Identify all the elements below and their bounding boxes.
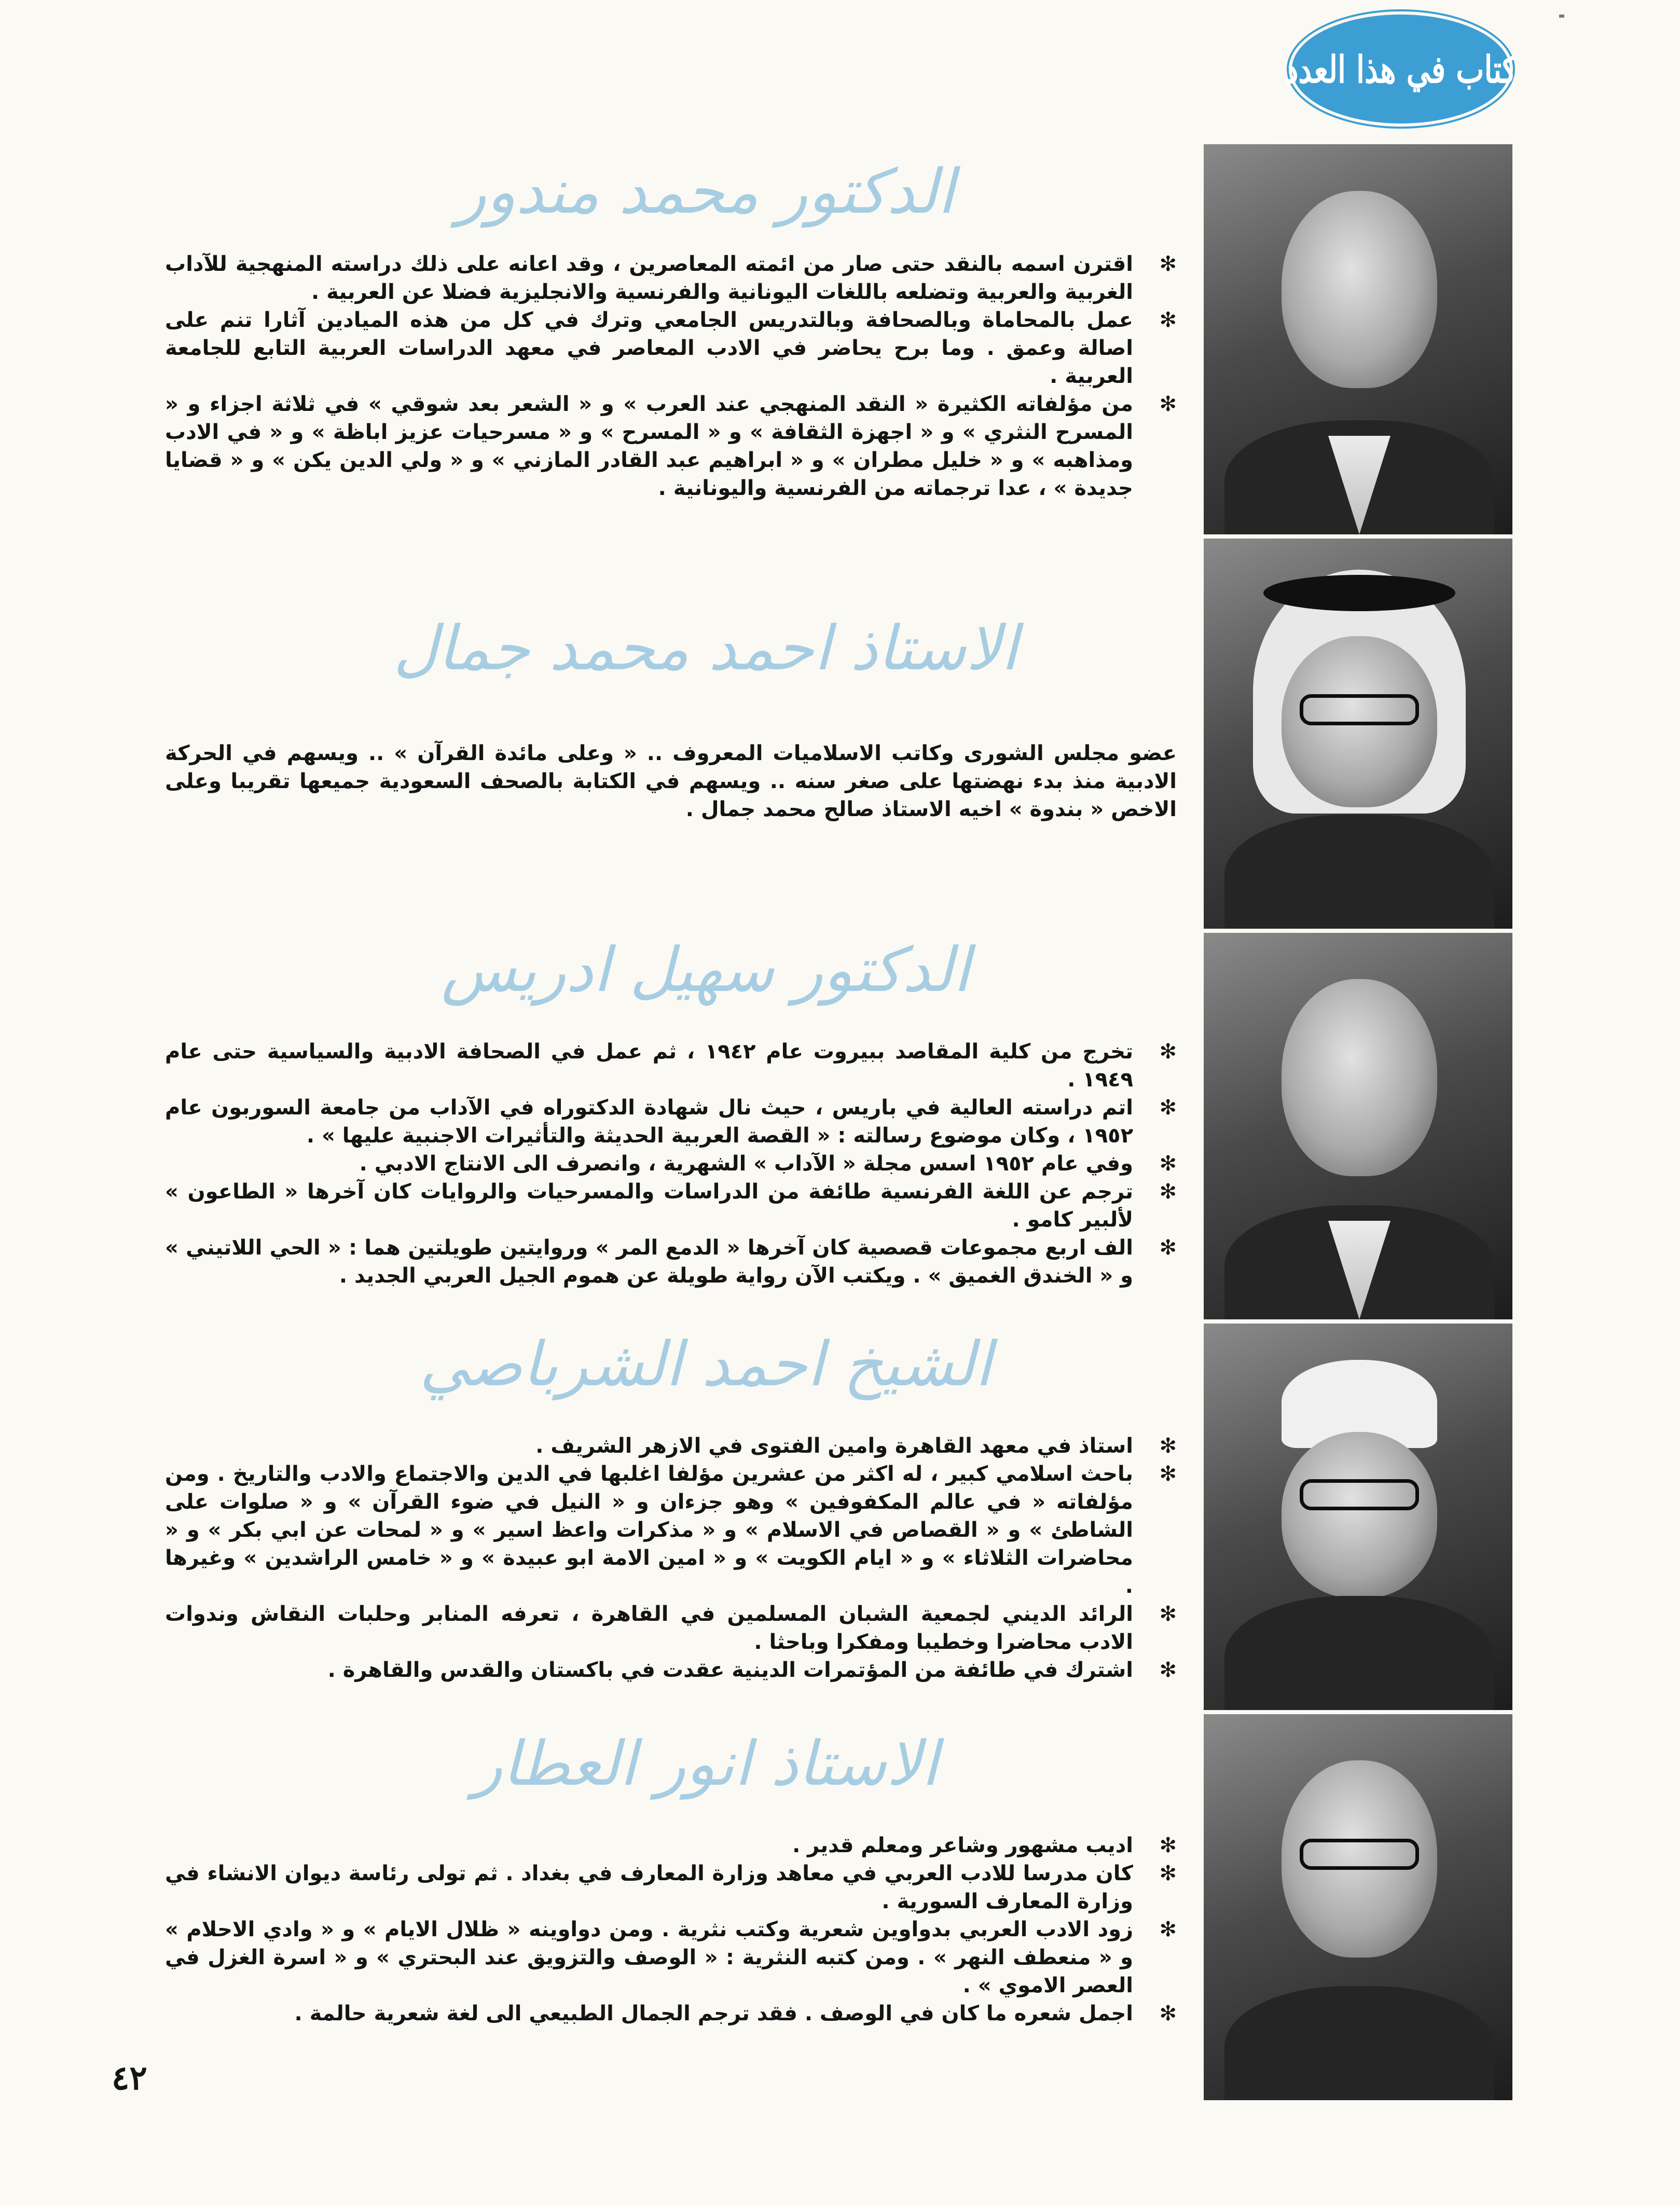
bullet-star-icon: ✻ [1159, 1462, 1177, 1486]
bio-item: ✻ استاذ في معهد القاهرة وامين الفتوى في الازهر الشريف . [165, 1432, 1177, 1460]
portrait-head [1282, 979, 1437, 1176]
bio-item: ✻ اتم دراسته العالية في باريس ، حيث نال شهادة الدكتوراه في الآداب من جامعة السوربون عام ١٩٥٢ ، وكان موضوع رسالته : « القصة العربية الحديثة والتأثيرات الاجنبية عليها » . [165, 1094, 1177, 1150]
bullet-star-icon: ✻ [1159, 308, 1177, 332]
profile-name-heading: الدكتور محمد مندور [457, 156, 955, 227]
portrait-photo-idris [1204, 933, 1512, 1319]
profile-name-heading: الاستاذ انور العطار [473, 1728, 939, 1799]
portrait-agal [1263, 575, 1455, 611]
bio-item: ✻ اديب مشهور وشاعر ومعلم قدير . [165, 1831, 1177, 1859]
bio-item: ✻ وفي عام ١٩٥٢ اسس مجلة « الآداب » الشهرية ، وانصرف الى الانتاج الادبي . [165, 1150, 1177, 1178]
portrait-photo-jamal [1204, 539, 1512, 929]
portrait-robe [1224, 815, 1494, 929]
bio-item: ✻ ترجم عن اللغة الفرنسية طائفة من الدراسات والمسرحيات والروايات كان آخرها « الطاعون » لألبير كامو . [165, 1178, 1177, 1234]
bullet-star-icon: ✻ [1159, 1602, 1177, 1626]
bullet-star-icon: ✻ [1159, 1918, 1177, 1941]
portrait-glasses [1300, 1839, 1419, 1870]
bullet-star-icon: ✻ [1159, 1096, 1177, 1120]
profile-name-heading: الشيخ احمد الشرباصي [419, 1328, 992, 1400]
bio-item: ✻ من مؤلفاته الكثيرة « النقد المنهجي عند العرب » و « الشعر بعد شوقي » في ثلاثة اجزاء و « المسرح النثري » و « اجهزة الثقافة » و « المسرح » و « مسرحيات عزيز اباظة » و « في الادب ومذاهبه » و « خليل مطران » و « ابراهيم عبد القادر المازني » و « ولي الدين يكن » و « قضايا جديدة » ، عدا ترجماته من الفرنسية واليونانية . [165, 390, 1177, 502]
bio-item: ✻ عمل بالمحاماة وبالصحافة وبالتدريس الجامعي وترك في كل من هذه الميادين آثارا تنم على اصالة وعمق . وما برح يحاضر في الادب المعاصر في معهد الدراسات العربية التابع للجامعة العربية . [165, 306, 1177, 390]
bio-item: ✻ اقترن اسمه بالنقد حتى صار من ائمته المعاصرين ، وقد اعانه على ذلك دراسته المنهجية للآداب الغربية والعربية وتضلعه باللغات اليونانية والفرنسية والانجليزية فضلا عن العربية . [165, 250, 1177, 306]
bio-item: ✻ اشترك في طائفة من المؤتمرات الدينية عقدت في باكستان والقدس والقاهرة . [165, 1656, 1177, 1684]
portrait-photo-sharabasi [1204, 1324, 1512, 1710]
portrait-glasses [1300, 694, 1419, 725]
bio-item: ✻ كان مدرسا للادب العربي في معاهد وزارة المعارف في بغداد . ثم تولى رئاسة ديوان الانشاء في وزارة المعارف السورية . [165, 1859, 1177, 1915]
corner-mark [1559, 15, 1564, 18]
bullet-star-icon: ✻ [1159, 1862, 1177, 1885]
bullet-star-icon: ✻ [1159, 252, 1177, 276]
bio-item: ✻ الرائد الديني لجمعية الشبان المسلمين في القاهرة ، تعرفه المنابر وحلبات النقاش وندوات الادب محاضرا وخطيبا ومفكرا وباحثا . [165, 1600, 1177, 1656]
magazine-section-badge [1285, 15, 1517, 123]
portrait-robe [1224, 1596, 1494, 1710]
profile-name-heading: الاستاذ احمد محمد جمال [393, 612, 1018, 684]
badge-title: كتاب في هذا العدد [1285, 47, 1517, 91]
portrait-photo-attar [1204, 1714, 1512, 2100]
bullet-star-icon: ✻ [1159, 1236, 1177, 1260]
bullet-star-icon: ✻ [1159, 1152, 1177, 1176]
portrait-suit [1224, 1986, 1494, 2100]
profile-name-heading: الدكتور سهيل ادريس [441, 934, 970, 1005]
profile-bio [165, 1831, 1177, 2028]
bullet-star-icon: ✻ [1159, 1658, 1177, 1682]
bullet-star-icon: ✻ [1159, 1834, 1177, 1857]
bullet-star-icon: ✻ [1159, 1040, 1177, 1064]
bio-item: ✻ باحث اسلامي كبير ، له اكثر من عشرين مؤلفا اغلبها في الدين والاجتماع والادب والتاريخ . ومن مؤلفاته « في عالم المكفوفين » وهو جزءان و « النيل في ضوء القرآن » و « صلوات على الشاطئ » و « القصاص في الاسلام » و « مذكرات واعظ اسير » و « لمحات عن ابي بكر » و « محاضرات الثلاثاء » و « ايام الكويت » و « امين الامة ابو عبيدة » و « خامس الراشدين » وغيرها . [165, 1460, 1177, 1600]
profile-bio [165, 1038, 1177, 1290]
bullet-star-icon: ✻ [1159, 2002, 1177, 2025]
profile-bio [165, 739, 1177, 823]
profile-bio [165, 250, 1177, 502]
profile-bio [165, 1432, 1177, 1684]
page-number: ٤٢ [112, 2059, 147, 2098]
bio-item: ✻ الف اربع مجموعات قصصية كان آخرها « الدمع المر » وروايتين طويلتين هما : « الحي اللاتيني » و « الخندق الغميق » . ويكتب الآن رواية طويلة عن هموم الجيل العربي الجديد . [165, 1234, 1177, 1290]
bio-item: ✻ تخرج من كلية المقاصد ببيروت عام ١٩٤٢ ، ثم عمل في الصحافة الادبية والسياسية حتى عام ١٩٤٩ . [165, 1038, 1177, 1094]
portrait-photo-mandour [1204, 144, 1512, 534]
bullet-star-icon: ✻ [1159, 392, 1177, 416]
bullet-star-icon: ✻ [1159, 1180, 1177, 1204]
portrait-head [1282, 191, 1437, 388]
bio-item: ✻ اجمل شعره ما كان في الوصف . فقد ترجم الجمال الطبيعي الى لغة شعرية حالمة . [165, 2000, 1177, 2028]
portrait-glasses [1300, 1479, 1419, 1510]
bio-item: ✻ زود الادب العربي بدواوين شعرية وكتب نثرية . ومن دواوينه « ظلال الايام » و « وادي الاحلام » و « منعطف النهر » . ومن كتبه النثرية : « الوصف والتزويق عند البحتري » و « اسرة الغزل في العصر الاموي » . [165, 1915, 1177, 2000]
bullet-star-icon: ✻ [1159, 1434, 1177, 1458]
bio-paragraph: عضو مجلس الشورى وكاتب الاسلاميات المعروف .. « وعلى مائدة القرآن » .. ويسهم في الحركة الادبية منذ بدء نهضتها على صغر سنه .. ويسهم في الكتابة بالصحف السعودية جميعها تقريبا وعلى الاخص « بندوة » اخيه الاستاذ صالح محمد جمال . [165, 741, 1177, 821]
portrait-head [1282, 1432, 1437, 1598]
